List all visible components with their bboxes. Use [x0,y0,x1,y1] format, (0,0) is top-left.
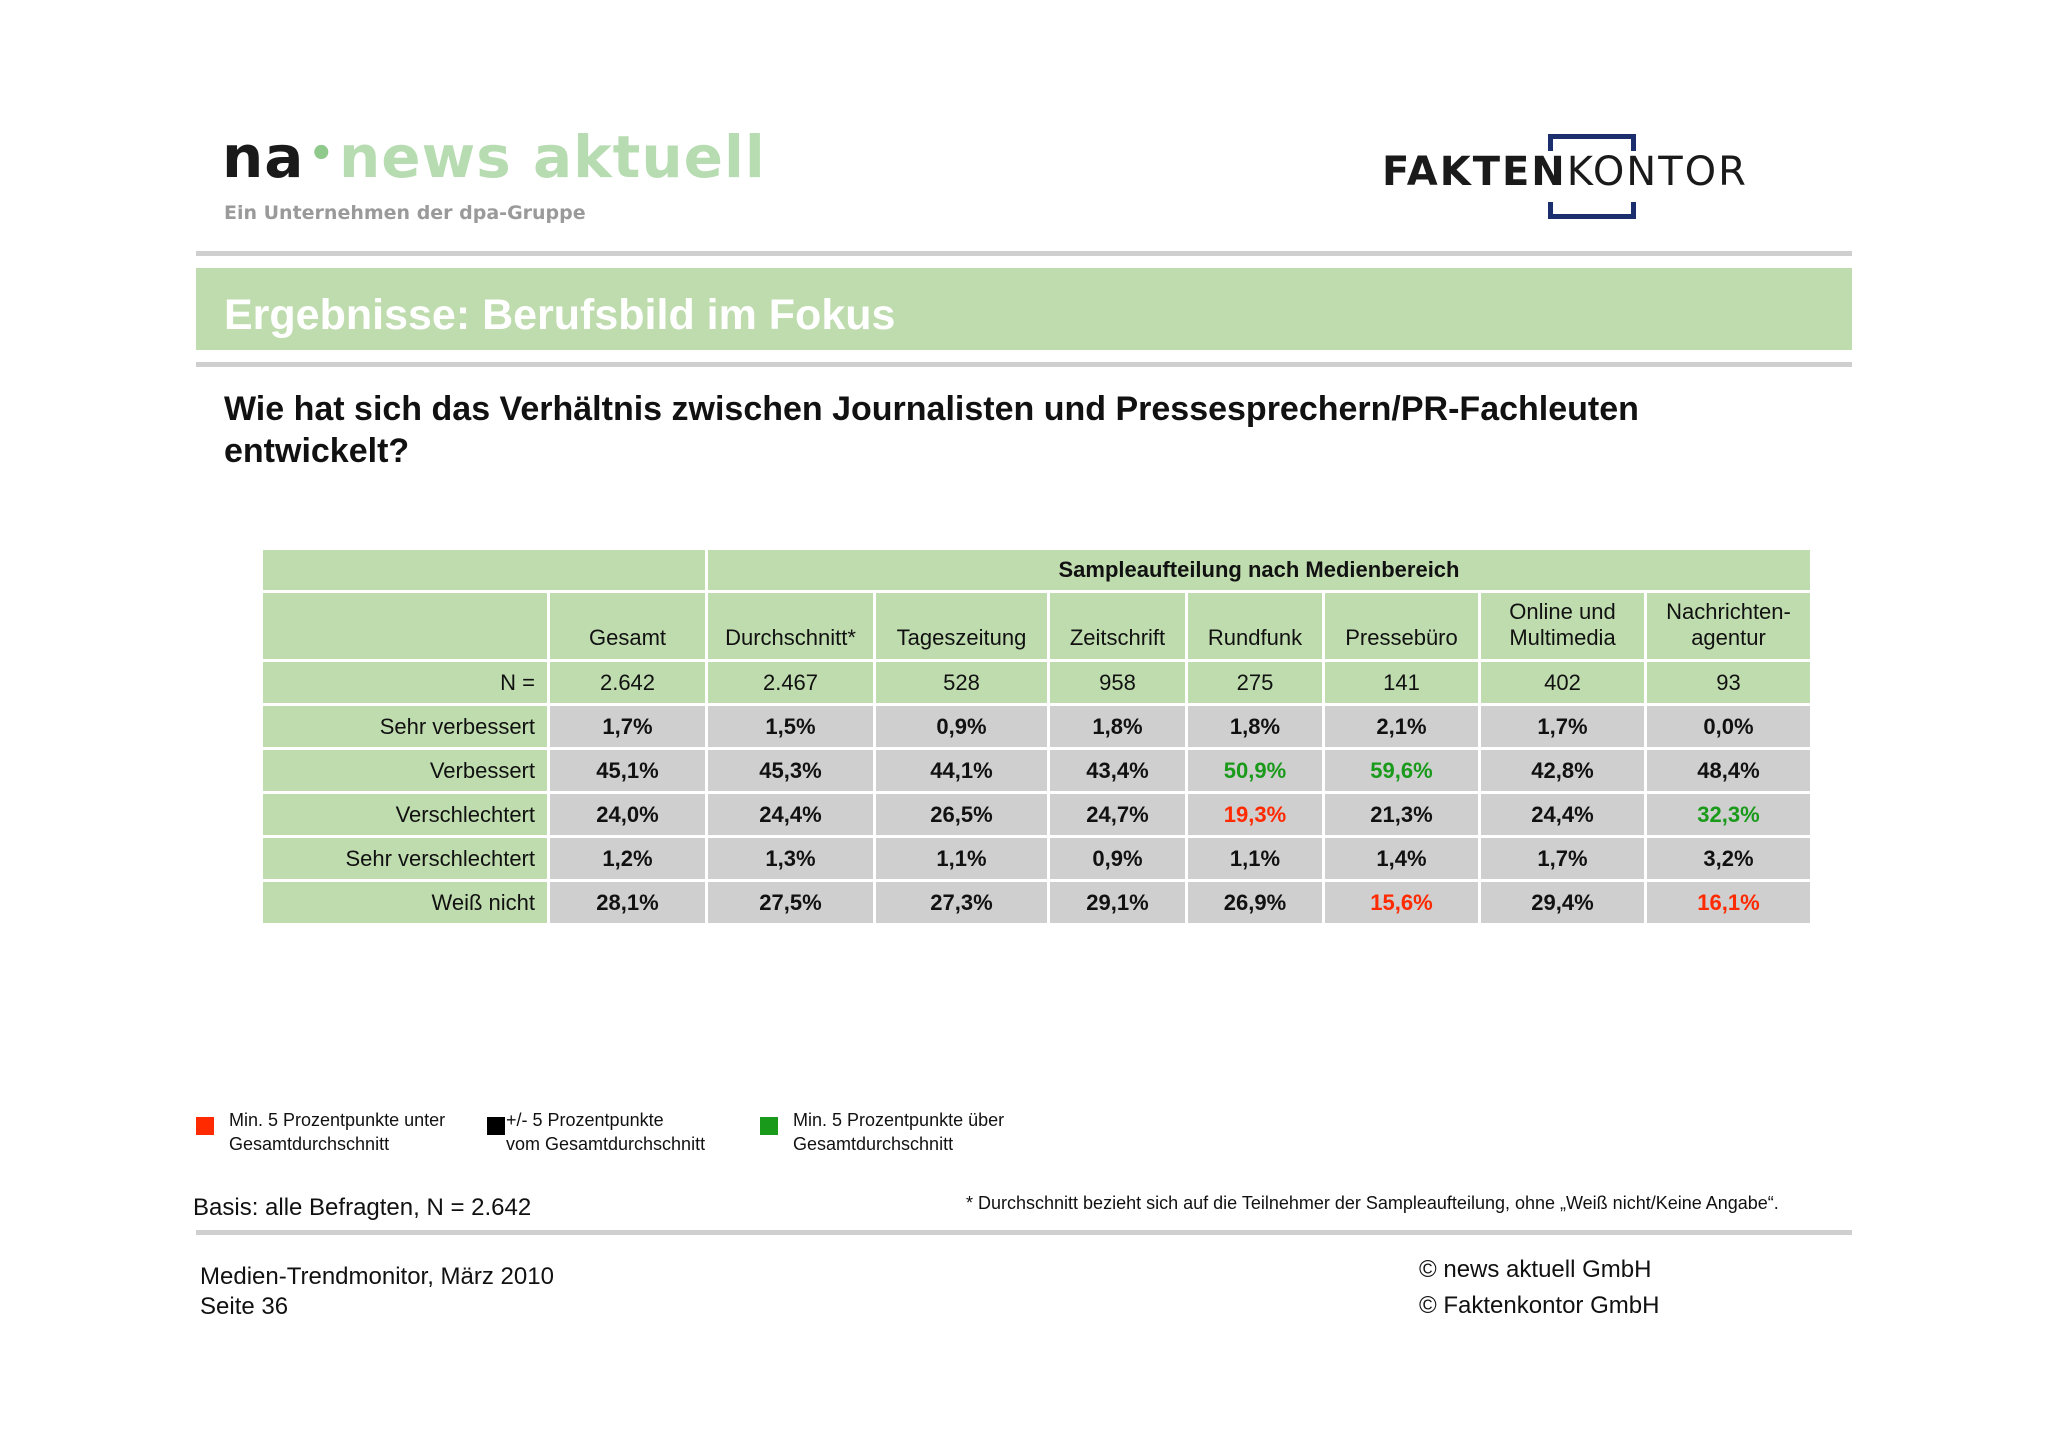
table-cell: 1,2% [550,838,705,879]
n-value: 402 [1481,662,1644,703]
table-cell: 32,3% [1647,794,1810,835]
table-cell: 16,1% [1647,882,1810,923]
logo-news-text: news aktuell [339,123,766,191]
table-cell: 29,4% [1481,882,1644,923]
table-cell: 45,3% [708,750,873,791]
news-aktuell-logo [222,123,766,191]
table-cell: 1,8% [1050,706,1185,747]
table-cell: 29,1% [1050,882,1185,923]
table-cell: 24,4% [1481,794,1644,835]
table-cell: 1,7% [1481,838,1644,879]
title-divider [196,362,1852,367]
table-cell: 21,3% [1325,794,1478,835]
table-cell: 26,5% [876,794,1047,835]
column-header: Online und Multimedia [1481,593,1644,659]
table-cell: 1,5% [708,706,873,747]
table-cell: 0,9% [876,706,1047,747]
table-cell: 27,3% [876,882,1047,923]
news-aktuell-subtitle: Ein Unternehmen der dpa-Gruppe [224,202,586,224]
logo-kontor-text: KONTOR [1566,149,1748,195]
table-cell: 1,7% [1481,706,1644,747]
table-corner [263,593,547,659]
faktenkontor-logo [1382,149,1748,195]
column-header: Durchschnitt* [708,593,873,659]
table-cell: 26,9% [1188,882,1322,923]
footer-left [200,1262,554,1322]
survey-question: Wie hat sich das Verhältnis zwischen Journalisten und Pressesprechern/PR-Fachleuten entwickelt? [224,390,1639,470]
n-value: 141 [1325,662,1478,703]
table-cell: 50,9% [1188,750,1322,791]
legend-line: +/- 5 Prozentpunkte [506,1110,664,1130]
table-row [263,838,1810,879]
n-value: 528 [876,662,1047,703]
row-label: Verschlechtert [263,794,547,835]
n-value: 958 [1050,662,1185,703]
n-row-label: N = [263,662,547,703]
table-cell: 1,1% [1188,838,1322,879]
logo-fakten-text: FAKTEN [1382,149,1567,195]
group-header: Sampleaufteilung nach Medienbereich [708,550,1810,590]
table-cell: 1,7% [550,706,705,747]
faktenkontor-bracket-bottom [1548,202,1636,219]
legend-line: vom Gesamtdurchschnitt [506,1134,706,1154]
n-value: 93 [1647,662,1810,703]
legend-swatch [760,1117,778,1135]
legend-line: Gesamtdurchschnitt [793,1134,954,1154]
table-cell: 3,2% [1647,838,1810,879]
table-corner-top [263,550,705,590]
table-row [263,750,1810,791]
table-cell: 15,6% [1325,882,1478,923]
table-row [263,706,1810,747]
legend-line: Gesamtdurchschnitt [229,1134,390,1154]
table-cell: 0,9% [1050,838,1185,879]
page-number: Seite 36 [200,1293,289,1320]
table-cell: 1,1% [876,838,1047,879]
column-header: Gesamt [550,593,705,659]
table-cell: 19,3% [1188,794,1322,835]
basis-text: Basis: alle Befragten, N = 2.642 [193,1194,532,1221]
table-cell: 1,8% [1188,706,1322,747]
logo-dot: • [308,131,336,177]
footer-divider [196,1230,1852,1235]
footer-right [1419,1252,1659,1324]
column-header: Rundfunk [1188,593,1322,659]
legend-text [506,1108,705,1156]
table-cell: 24,0% [550,794,705,835]
copyright-news-aktuell: © news aktuell GmbH [1419,1256,1652,1283]
table-cell: 2,1% [1325,706,1478,747]
legend-line: Min. 5 Prozentpunkte über [793,1110,1005,1130]
row-label: Sehr verschlechtert [263,838,547,879]
copyright-faktenkontor: © Faktenkontor GmbH [1419,1292,1660,1319]
column-header: Zeitschrift [1050,593,1185,659]
legend-text [229,1108,445,1156]
table-cell: 48,4% [1647,750,1810,791]
header-divider [196,251,1852,256]
table-cell: 44,1% [876,750,1047,791]
table-cell: 24,7% [1050,794,1185,835]
table-row [263,794,1810,835]
footnote: * Durchschnitt bezieht sich auf die Teilnehmer der Sampleaufteilung, ohne „Weiß nicht/Keine Angabe“. [966,1193,1779,1213]
table-row [263,882,1810,923]
results-table [260,547,1813,926]
page-title: Ergebnisse: Berufsbild im Fokus [224,291,896,339]
table-cell: 42,8% [1481,750,1644,791]
table-cell: 28,1% [550,882,705,923]
table-cell: 1,4% [1325,838,1478,879]
table-cell: 43,4% [1050,750,1185,791]
row-label: Verbessert [263,750,547,791]
legend-swatch [196,1117,214,1135]
table-cell: 45,1% [550,750,705,791]
table-cell: 1,3% [708,838,873,879]
n-value: 2.642 [550,662,705,703]
table-cell: 0,0% [1647,706,1810,747]
n-value: 275 [1188,662,1322,703]
column-header: Pressebüro [1325,593,1478,659]
table-cell: 27,5% [708,882,873,923]
column-header: Tageszeitung [876,593,1047,659]
logo-na-text: na [222,123,305,191]
legend-text [793,1108,1004,1156]
row-label: Weiß nicht [263,882,547,923]
row-label: Sehr verbessert [263,706,547,747]
report-name: Medien-Trendmonitor, März 2010 [200,1263,554,1290]
legend-line: Min. 5 Prozentpunkte unter [229,1110,446,1130]
table-cell: 24,4% [708,794,873,835]
n-value: 2.467 [708,662,873,703]
column-header: Nachrichten- agentur [1647,593,1810,659]
table-cell: 59,6% [1325,750,1478,791]
legend-swatch [487,1117,505,1135]
